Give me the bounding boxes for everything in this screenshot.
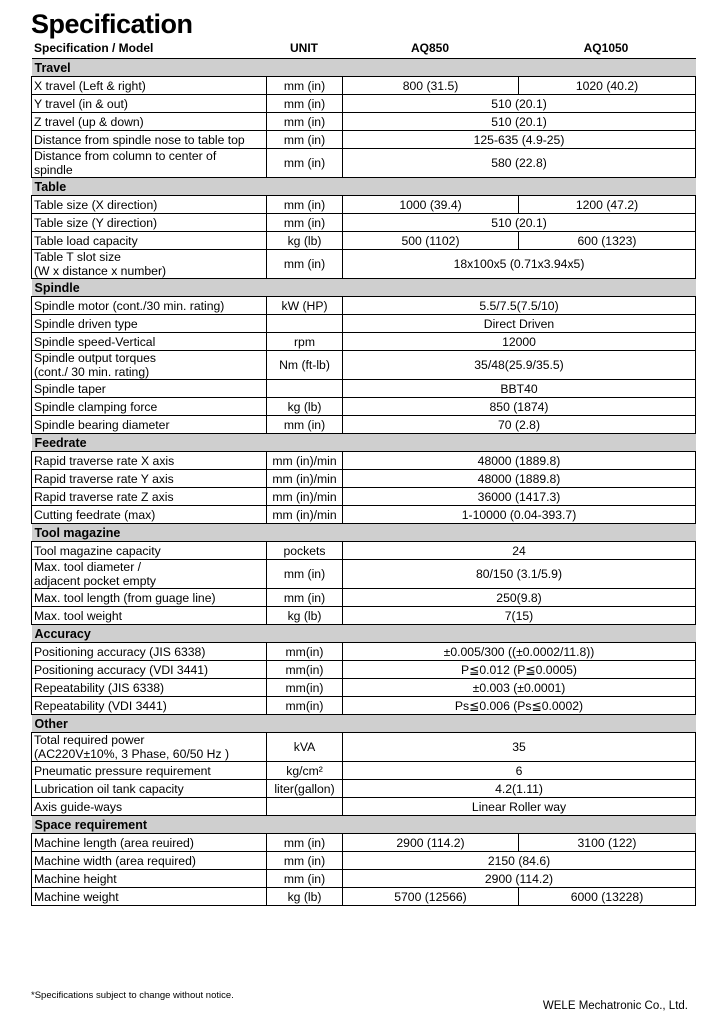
table-row [32, 196, 696, 214]
page-title: Specification [31, 9, 193, 39]
spec-name [32, 398, 267, 416]
spec-name-line: Table size (X direction) [34, 197, 158, 212]
section-title: Tool magazine [32, 524, 696, 542]
spec-unit: mm(in) [267, 643, 343, 661]
spec-value-shared: 2900 (114.2) [343, 870, 696, 888]
spec-name-line: X travel (Left & right) [34, 78, 146, 93]
section-title: Space requirement [32, 816, 696, 834]
spec-name-line: Spindle taper [34, 381, 106, 396]
spec-name [32, 697, 267, 715]
spec-value-shared: 48000 (1889.8) [343, 452, 696, 470]
spec-value-shared: ±0.003 (±0.0001) [343, 679, 696, 697]
spec-unit: mm (in)/min [267, 506, 343, 524]
spec-name [32, 798, 267, 816]
spec-name-line: Rapid traverse rate Z axis [34, 489, 174, 504]
spec-name-line: Table T slot size [34, 250, 121, 264]
spec-name-line: Pneumatic pressure requirement [34, 763, 211, 778]
table-row [32, 380, 696, 398]
spec-unit: mm (in) [267, 834, 343, 852]
spec-value-shared: 510 (20.1) [343, 95, 696, 113]
spec-name [32, 542, 267, 560]
spec-name [32, 589, 267, 607]
spec-name-line: Positioning accuracy (VDI 3441) [34, 662, 209, 677]
section-title: Spindle [32, 279, 696, 297]
spec-name [32, 196, 267, 214]
spec-name [32, 380, 267, 398]
footnote: *Specifications subject to change without notice. [31, 990, 234, 1001]
table-row [32, 77, 696, 95]
spec-value-aq850: 1000 (39.4) [343, 196, 519, 214]
spec-unit [267, 315, 343, 333]
spec-name-line: adjacent pocket empty [34, 574, 156, 588]
spec-unit: kg/cm² [267, 762, 343, 780]
section-header [32, 178, 696, 196]
spec-value-shared: 850 (1874) [343, 398, 696, 416]
section-header [32, 434, 696, 452]
spec-name [32, 77, 267, 95]
spec-name-line: (AC220V±10%, 3 Phase, 60/50 Hz ) [34, 747, 230, 761]
spec-unit: kVA [267, 733, 343, 762]
spec-value-aq850: 2900 (114.2) [343, 834, 519, 852]
spec-name-line: Rapid traverse rate Y axis [34, 471, 174, 486]
spec-unit: pockets [267, 542, 343, 560]
spec-name-line: Spindle speed-Vertical [34, 334, 156, 349]
spec-unit: kW (HP) [267, 297, 343, 315]
spec-unit: liter(gallon) [267, 780, 343, 798]
spec-table [31, 58, 696, 906]
spec-value-aq1050: 1200 (47.2) [519, 196, 696, 214]
spec-value-aq1050: 1020 (40.2) [519, 77, 696, 95]
spec-value-aq850: 500 (1102) [343, 232, 519, 250]
spec-unit: kg (lb) [267, 398, 343, 416]
spec-name-line: Max. tool diameter / [34, 560, 142, 574]
company-name: WELE Mechatronic Co., Ltd. [542, 1000, 688, 1012]
spec-value-aq850: 800 (31.5) [343, 77, 519, 95]
spec-value-shared: 36000 (1417.3) [343, 488, 696, 506]
spec-name [32, 506, 267, 524]
table-row [32, 333, 696, 351]
table-row [32, 131, 696, 149]
spec-value-shared: 2150 (84.6) [343, 852, 696, 870]
spec-name [32, 607, 267, 625]
spec-name [32, 333, 267, 351]
spec-name-line: Spindle driven type [34, 316, 138, 331]
spec-name-line: (cont./ 30 min. rating) [34, 365, 150, 379]
spec-name [32, 416, 267, 434]
table-row [32, 470, 696, 488]
table-row [32, 870, 696, 888]
table-row [32, 149, 696, 178]
table-row [32, 762, 696, 780]
spec-name-line: Repeatability (VDI 3441) [34, 698, 167, 713]
spec-unit: mm (in) [267, 250, 343, 279]
table-row [32, 542, 696, 560]
spec-unit: mm (in)/min [267, 470, 343, 488]
spec-name-line: Cutting feedrate (max) [34, 507, 156, 522]
table-row [32, 888, 696, 906]
table-row [32, 398, 696, 416]
spec-value-aq1050: 3100 (122) [519, 834, 696, 852]
spec-unit [267, 798, 343, 816]
table-row [32, 232, 696, 250]
spec-name [32, 113, 267, 131]
spec-name-line: Repeatability (JIS 6338) [34, 680, 165, 695]
spec-name-line: Table size (Y direction) [34, 215, 158, 230]
spec-unit: mm (in) [267, 560, 343, 589]
spec-name [32, 560, 267, 589]
spec-unit: mm (in) [267, 113, 343, 131]
spec-name-line: Z travel (up & down) [34, 114, 144, 129]
spec-value-shared: 4.2(1.11) [343, 780, 696, 798]
spec-value-aq1050: 6000 (13228) [519, 888, 696, 906]
spec-name-line: Total required power [34, 733, 145, 747]
table-row [32, 250, 696, 279]
spec-unit: mm (in) [267, 852, 343, 870]
spec-name [32, 870, 267, 888]
spec-value-shared: 12000 [343, 333, 696, 351]
spec-name-line: Tool magazine capacity [34, 543, 161, 558]
spec-name [32, 452, 267, 470]
spec-name [32, 214, 267, 232]
spec-unit [267, 380, 343, 398]
table-row [32, 95, 696, 113]
spec-name [32, 232, 267, 250]
spec-unit: mm (in) [267, 870, 343, 888]
table-row [32, 733, 696, 762]
spec-name [32, 149, 267, 178]
table-row [32, 351, 696, 380]
table-row [32, 560, 696, 589]
spec-value-shared: ±0.005/300 ((±0.0002/11.8)) [343, 643, 696, 661]
spec-name-line: Spindle output torques [34, 351, 156, 365]
spec-name-line: Rapid traverse rate X axis [34, 453, 175, 468]
spec-unit: mm(in) [267, 697, 343, 715]
spec-value-shared: 6 [343, 762, 696, 780]
table-row [32, 416, 696, 434]
spec-value-shared: 18x100x5 (0.71x3.94x5) [343, 250, 696, 279]
table-row [32, 607, 696, 625]
section-header [32, 816, 696, 834]
spec-value-shared: 35/48(25.9/35.5) [343, 351, 696, 380]
section-header [32, 279, 696, 297]
section-header [32, 715, 696, 733]
spec-value-shared: BBT40 [343, 380, 696, 398]
spec-name-line: (W x distance x number) [34, 264, 167, 278]
spec-value-shared: 250(9.8) [343, 589, 696, 607]
spec-unit: mm (in)/min [267, 452, 343, 470]
spec-value-aq1050: 600 (1323) [519, 232, 696, 250]
table-row [32, 780, 696, 798]
spec-name [32, 315, 267, 333]
table-row [32, 113, 696, 131]
section-header [32, 524, 696, 542]
spec-value-shared: Direct Driven [343, 315, 696, 333]
spec-unit: mm (in)/min [267, 488, 343, 506]
section-header [32, 59, 696, 77]
spec-name-line: Max. tool length (from guage line) [34, 590, 216, 605]
spec-name-line: Spindle clamping force [34, 399, 158, 414]
spec-unit: kg (lb) [267, 888, 343, 906]
spec-name-line: Lubrication oil tank capacity [34, 781, 184, 796]
spec-value-shared: 70 (2.8) [343, 416, 696, 434]
table-row [32, 589, 696, 607]
spec-unit: mm (in) [267, 196, 343, 214]
spec-unit: kg (lb) [267, 232, 343, 250]
spec-unit: kg (lb) [267, 607, 343, 625]
spec-value-shared: 510 (20.1) [343, 214, 696, 232]
spec-name [32, 780, 267, 798]
spec-name-line: Machine length (area reuired) [34, 835, 194, 850]
spec-value-shared: 35 [343, 733, 696, 762]
spec-name [32, 733, 267, 762]
table-row [32, 661, 696, 679]
spec-name [32, 131, 267, 149]
table-row [32, 297, 696, 315]
column-header-unit: UNIT [290, 41, 318, 55]
spec-unit: Nm (ft-lb) [267, 351, 343, 380]
spec-name-line: Machine width (area required) [34, 853, 196, 868]
spec-unit: mm (in) [267, 416, 343, 434]
spec-unit: mm(in) [267, 661, 343, 679]
spec-name-line: Machine height [34, 871, 117, 886]
table-row [32, 834, 696, 852]
spec-value-shared: 125-635 (4.9-25) [343, 131, 696, 149]
section-title: Feedrate [32, 434, 696, 452]
spec-unit: mm (in) [267, 95, 343, 113]
spec-value-shared: Linear Roller way [343, 798, 696, 816]
spec-name [32, 297, 267, 315]
spec-unit: mm (in) [267, 214, 343, 232]
spec-name [32, 661, 267, 679]
section-title: Table [32, 178, 696, 196]
spec-value-shared: 5.5/7.5(7.5/10) [343, 297, 696, 315]
column-header-aq1050: AQ1050 [583, 41, 629, 55]
column-header-spec: Specification / Model [34, 41, 154, 55]
spec-unit: mm (in) [267, 77, 343, 95]
spec-unit: mm(in) [267, 679, 343, 697]
spec-unit: rpm [267, 333, 343, 351]
spec-value-shared: 1-10000 (0.04-393.7) [343, 506, 696, 524]
spec-value-shared: 510 (20.1) [343, 113, 696, 131]
table-row [32, 506, 696, 524]
table-row [32, 214, 696, 232]
spec-unit: mm (in) [267, 149, 343, 178]
spec-name [32, 470, 267, 488]
spec-name [32, 888, 267, 906]
spec-name [32, 852, 267, 870]
spec-name [32, 95, 267, 113]
spec-name-line: Y travel (in & out) [34, 96, 128, 111]
spec-name-line: Axis guide-ways [34, 799, 123, 814]
spec-name-line: Table load capacity [34, 233, 138, 248]
spec-name-line: Positioning accuracy (JIS 6338) [34, 644, 206, 659]
spec-value-shared: 7(15) [343, 607, 696, 625]
spec-name [32, 834, 267, 852]
table-row [32, 452, 696, 470]
spec-name [32, 250, 267, 279]
spec-name [32, 488, 267, 506]
section-title: Travel [32, 59, 696, 77]
spec-name-line: Spindle motor (cont./30 min. rating) [34, 298, 225, 313]
table-row [32, 488, 696, 506]
section-title: Accuracy [32, 625, 696, 643]
spec-value-aq850: 5700 (12566) [343, 888, 519, 906]
table-row [32, 798, 696, 816]
table-row [32, 643, 696, 661]
spec-value-shared: 580 (22.8) [343, 149, 696, 178]
spec-name-line: spindle [34, 163, 73, 177]
spec-name [32, 762, 267, 780]
spec-name-line: Distance from column to center of [34, 149, 217, 163]
spec-unit: mm (in) [267, 589, 343, 607]
spec-name-line: Distance from spindle nose to table top [34, 132, 245, 147]
table-row [32, 679, 696, 697]
spec-name-line: Spindle bearing diameter [34, 417, 170, 432]
table-row [32, 697, 696, 715]
spec-value-shared: 48000 (1889.8) [343, 470, 696, 488]
spec-value-shared: Ps≦0.006 (Ps≦0.0002) [343, 697, 696, 715]
table-row [32, 315, 696, 333]
spec-value-shared: 80/150 (3.1/5.9) [343, 560, 696, 589]
spec-name [32, 679, 267, 697]
section-header [32, 625, 696, 643]
spec-name-line: Max. tool weight [34, 608, 123, 623]
section-title: Other [32, 715, 696, 733]
spec-unit: mm (in) [267, 131, 343, 149]
spec-name [32, 351, 267, 380]
spec-table-wrapper [31, 58, 695, 906]
table-row [32, 852, 696, 870]
column-header-aq850: AQ850 [410, 41, 450, 55]
spec-name-line: Machine weight [34, 889, 119, 904]
spec-value-shared: 24 [343, 542, 696, 560]
spec-value-shared: P≦0.012 (P≦0.0005) [343, 661, 696, 679]
spec-name [32, 643, 267, 661]
